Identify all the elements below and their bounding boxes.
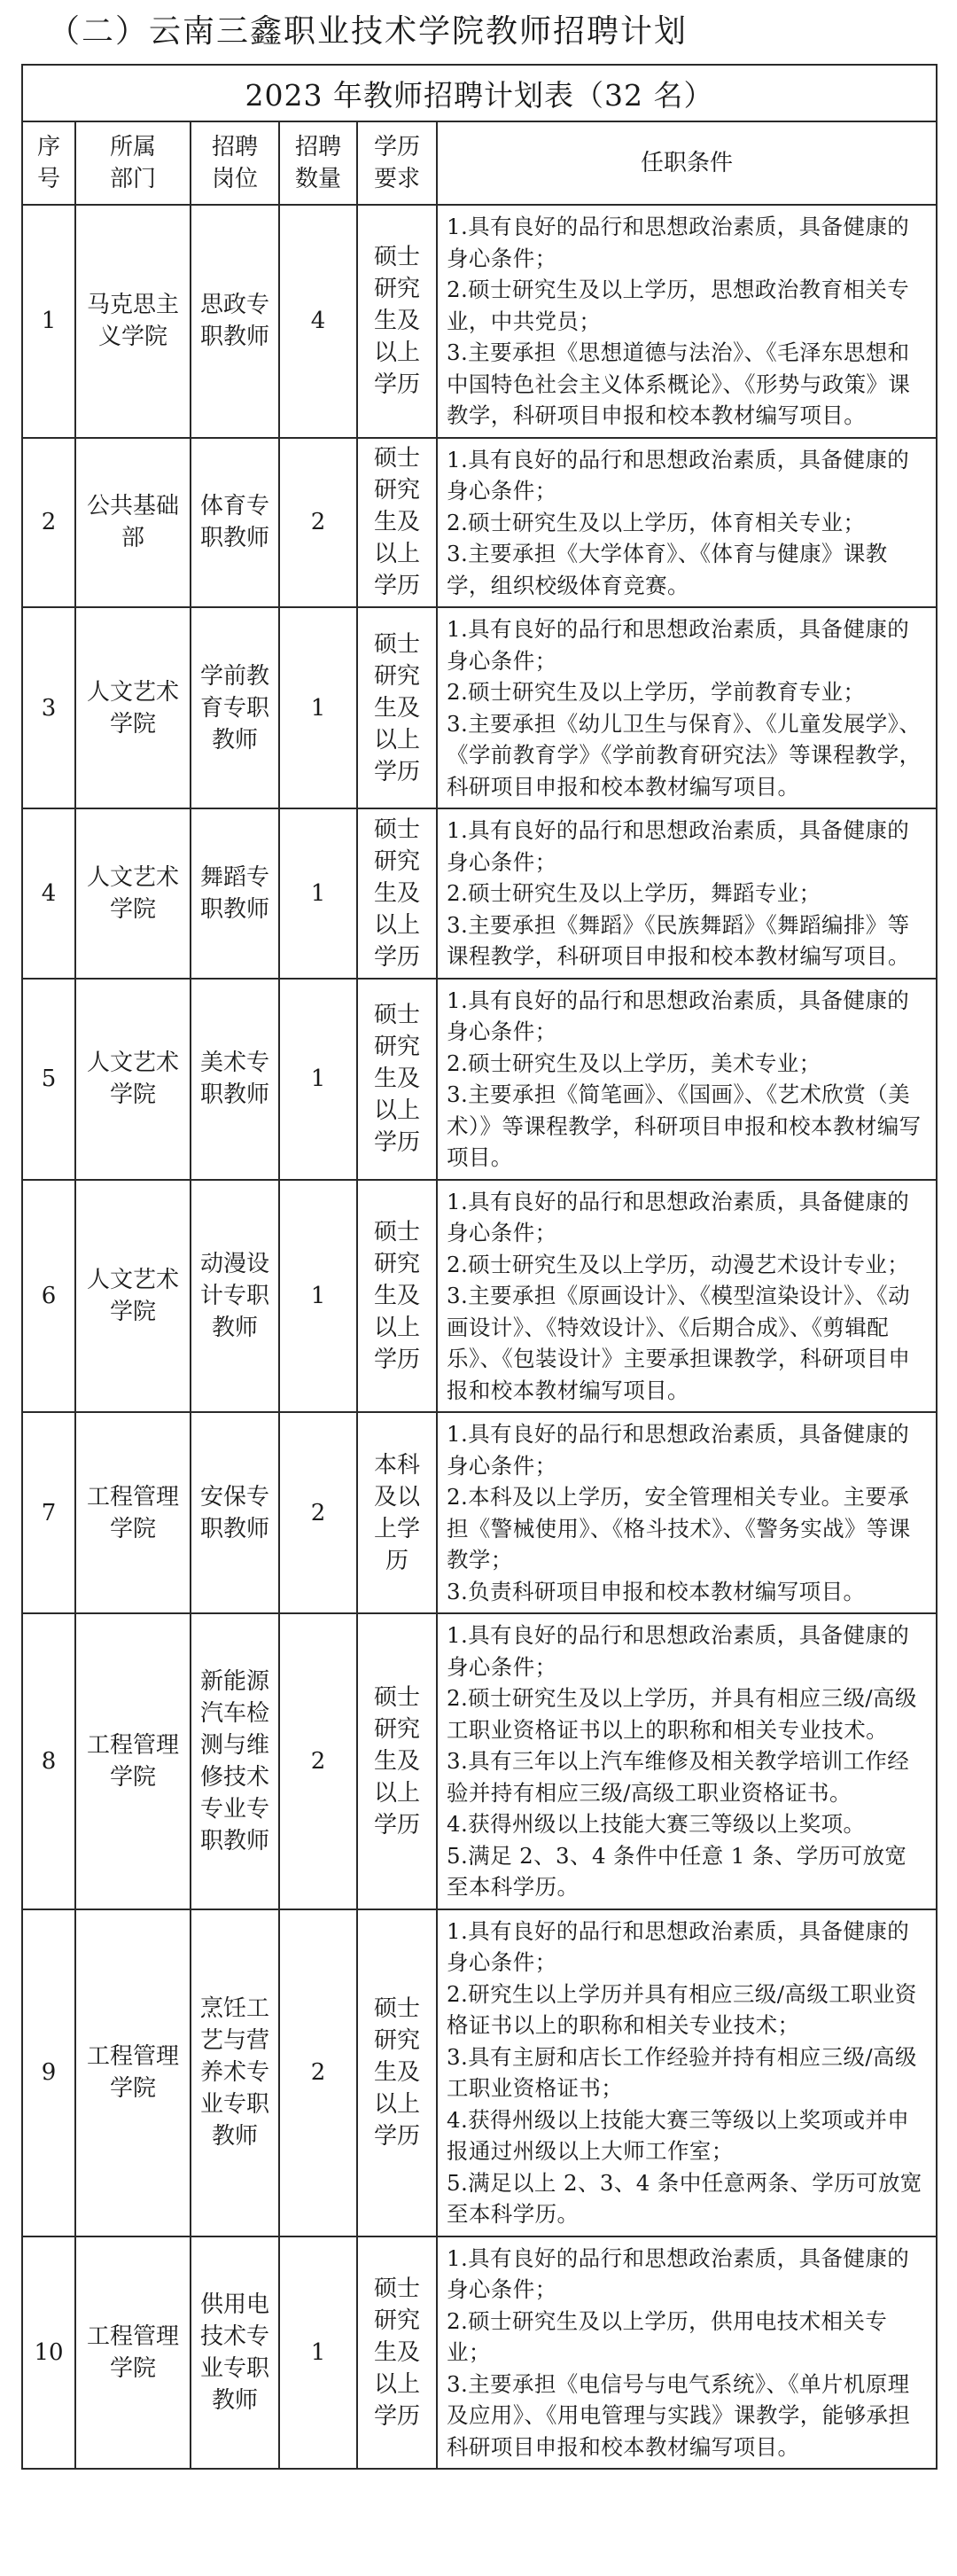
position-cell: 动漫设计专职教师 — [191, 1180, 279, 1413]
education-cell: 硕士研究生及以上学历 — [357, 1180, 437, 1413]
row-number: 2 — [22, 438, 75, 608]
requirement-item: 3.主要承担《舞蹈》《民族舞蹈》《舞蹈编排》等课程教学，科研项目申报和校本教材编写项目。 — [447, 911, 910, 969]
table-header-row — [22, 121, 937, 205]
requirement-item: 2.硕士研究生及以上学历，并具有相应三级/高级工职业资格证书以上的职称和相关专业技术。 — [447, 1685, 917, 1743]
requirement-item: 1.具有良好的品行和思想政治素质，具备健康的身心条件； — [447, 987, 910, 1044]
table-row — [22, 1412, 937, 1613]
requirements-cell — [437, 1180, 937, 1413]
requirement-item: 3.主要承担《思想道德与法治》、《毛泽东思想和中国特色社会主义体系概论》、《形势与政策》课教学，科研项目申报和校本教材编写项目。 — [447, 340, 911, 428]
row-number: 1 — [22, 205, 75, 438]
table-row — [22, 2236, 937, 2470]
requirement-item: 1.具有良好的品行和思想政治素质，具备健康的身心条件； — [447, 2244, 910, 2302]
quantity-cell: 1 — [279, 1180, 357, 1413]
requirement-item: 1.具有良好的品行和思想政治素质，具备健康的身心条件； — [447, 1188, 910, 1245]
requirement-item: 3.具有三年以上汽车维修及相关教学培训工作经验并持有相应三级/高级工职业资格证书。 — [447, 1748, 910, 1806]
requirements-cell — [437, 808, 937, 979]
education-cell: 硕士研究生及以上学历 — [357, 808, 437, 979]
requirement-item: 3.主要承担《大学体育》、《体育与健康》课教学，组织校级体育竞赛。 — [447, 541, 888, 598]
requirement-item: 2.硕士研究生及以上学历，思想政治教育相关专业，中共党员； — [447, 277, 910, 334]
department-cell: 工程管理学院 — [75, 1613, 191, 1909]
requirement-item: 2.本科及以上学历，安全管理相关专业。主要承担《警械使用》、《格斗技术》、《警务实战》等课教学； — [447, 1484, 911, 1573]
education-cell: 硕士研究生及以上学历 — [357, 1909, 437, 2236]
position-cell: 新能源汽车检测与维修技术专业专职教师 — [191, 1613, 279, 1909]
quantity-cell: 4 — [279, 205, 357, 438]
requirement-item: 1.具有良好的品行和思想政治素质，具备健康的身心条件； — [447, 446, 910, 503]
requirements-cell — [437, 2236, 937, 2470]
department-cell: 人文艺术学院 — [75, 607, 191, 808]
requirement-item: 2.硕士研究生及以上学历，舞蹈专业； — [447, 880, 821, 906]
table-caption: 2023 年教师招聘计划表（32 名） — [22, 65, 937, 121]
education-cell: 硕士研究生及以上学历 — [357, 979, 437, 1180]
row-number: 6 — [22, 1180, 75, 1413]
department-cell: 马克思主义学院 — [75, 205, 191, 438]
table-row — [22, 205, 937, 438]
position-cell: 体育专职教师 — [191, 438, 279, 608]
education-cell: 本科及以上学历 — [357, 1412, 437, 1613]
header-position: 招聘岗位 — [191, 121, 279, 205]
requirements-cell — [437, 607, 937, 808]
requirement-item: 4.获得州级以上技能大赛三等级以上奖项或并申报通过州级以上大师工作室； — [447, 2106, 910, 2164]
education-cell: 硕士研究生及以上学历 — [357, 2236, 437, 2470]
requirements-cell — [437, 438, 937, 608]
requirement-item: 1.具有良好的品行和思想政治素质，具备健康的身心条件； — [447, 214, 910, 271]
requirement-item: 1.具有良好的品行和思想政治素质，具备健康的身心条件； — [447, 817, 910, 875]
department-cell: 工程管理学院 — [75, 2236, 191, 2470]
education-cell: 硕士研究生及以上学历 — [357, 1613, 437, 1909]
table-row — [22, 1909, 937, 2236]
quantity-cell: 1 — [279, 2236, 357, 2470]
recruitment-plan-table — [21, 64, 938, 2470]
requirements-cell — [437, 1613, 937, 1909]
row-number: 8 — [22, 1613, 75, 1909]
quantity-cell: 2 — [279, 438, 357, 608]
position-cell: 安保专职教师 — [191, 1412, 279, 1613]
requirement-item: 3.具有主厨和店长工作经验并持有相应三级/高级工职业资格证书； — [447, 2043, 917, 2101]
department-cell: 公共基础部 — [75, 438, 191, 608]
requirement-item: 2.硕士研究生及以上学历，美术专业； — [447, 1050, 821, 1076]
row-number: 3 — [22, 607, 75, 808]
position-cell: 美术专职教师 — [191, 979, 279, 1180]
requirement-item: 1.具有良好的品行和思想政治素质，具备健康的身心条件； — [447, 616, 910, 674]
header-education: 学历要求 — [357, 121, 437, 205]
department-cell: 工程管理学院 — [75, 1909, 191, 2236]
requirement-item: 2.研究生以上学历并具有相应三级/高级工职业资格证书以上的职称和相关专业技术； — [447, 1980, 917, 2038]
requirement-item: 3.负责科研项目申报和校本教材编写项目。 — [447, 1578, 866, 1604]
section-title: （二）云南三鑫职业技术学院教师招聘计划 — [48, 13, 689, 50]
row-number: 5 — [22, 979, 75, 1180]
requirement-item: 5.满足以上 2、3、4 条中任意两条、学历可放宽至本科学历。 — [447, 2169, 922, 2227]
quantity-cell: 1 — [279, 607, 357, 808]
requirement-item: 3.主要承担《简笔画》、《国画》、《艺术欣赏（美术）》等课程教学，科研项目申报和校本教材编写项目。 — [447, 1081, 922, 1170]
requirement-item: 3.主要承担《幼儿卫生与保育》、《儿童发展学》、《学前教育学》《学前教育研究法》等课程教学，科研项目申报和校本教材编写项目。 — [447, 710, 922, 800]
department-cell: 人文艺术学院 — [75, 1180, 191, 1413]
requirement-item: 2.硕士研究生及以上学历，动漫艺术设计专业； — [447, 1251, 910, 1277]
requirement-item: 3.主要承担《电信号与电气系统》、《单片机原理及应用》、《用电管理与实践》课教学，能够承担科研项目申报和校本教材编写项目。 — [447, 2370, 911, 2460]
row-number: 9 — [22, 1909, 75, 2236]
requirements-cell — [437, 979, 937, 1180]
requirements-cell — [437, 1909, 937, 2236]
requirements-cell — [437, 205, 937, 438]
table-row — [22, 979, 937, 1180]
requirement-item: 1.具有良好的品行和思想政治素质，具备健康的身心条件； — [447, 1917, 910, 1975]
header-no: 序号 — [22, 121, 75, 205]
requirement-item: 2.硕士研究生及以上学历，供用电技术相关专业； — [447, 2307, 888, 2365]
requirement-item: 2.硕士研究生及以上学历，体育相关专业； — [447, 509, 866, 535]
requirement-item: 2.硕士研究生及以上学历，学前教育专业； — [447, 679, 866, 705]
table-row — [22, 1180, 937, 1413]
table-row — [22, 438, 937, 608]
requirement-item: 3.主要承担《原画设计》、《模型渲染设计》、《动画设计》、《特效设计》、《后期合成》、《剪辑配乐》、《包装设计》主要承担课教学，科研项目申报和校本教材编写项目。 — [447, 1283, 911, 1403]
quantity-cell: 2 — [279, 1412, 357, 1613]
requirement-item: 5.满足 2、3、4 条件中任意 1 条、学历可放宽至本科学历。 — [447, 1842, 907, 1900]
table-row — [22, 808, 937, 979]
quantity-cell: 2 — [279, 1613, 357, 1909]
table-row — [22, 607, 937, 808]
education-cell: 硕士研究生及以上学历 — [357, 205, 437, 438]
requirement-item: 4.获得州级以上技能大赛三等级以上奖项。 — [447, 1811, 866, 1837]
education-cell: 硕士研究生及以上学历 — [357, 607, 437, 808]
position-cell: 烹饪工艺与营养术专业专职教师 — [191, 1909, 279, 2236]
header-quantity: 招聘数量 — [279, 121, 357, 205]
table-row — [22, 1613, 937, 1909]
requirement-item: 1.具有良好的品行和思想政治素质，具备健康的身心条件； — [447, 1622, 910, 1680]
quantity-cell: 1 — [279, 979, 357, 1180]
education-cell: 硕士研究生及以上学历 — [357, 438, 437, 608]
requirements-cell — [437, 1412, 937, 1613]
quantity-cell: 2 — [279, 1909, 357, 2236]
requirement-item: 1.具有良好的品行和思想政治素质，具备健康的身心条件； — [447, 1421, 910, 1479]
row-number: 10 — [22, 2236, 75, 2470]
position-cell: 供用电技术专业专职教师 — [191, 2236, 279, 2470]
position-cell: 思政专职教师 — [191, 205, 279, 438]
department-cell: 人文艺术学院 — [75, 979, 191, 1180]
header-department: 所属部门 — [75, 121, 191, 205]
header-requirements: 任职条件 — [437, 121, 937, 205]
department-cell: 人文艺术学院 — [75, 808, 191, 979]
row-number: 4 — [22, 808, 75, 979]
quantity-cell: 1 — [279, 808, 357, 979]
department-cell: 工程管理学院 — [75, 1412, 191, 1613]
row-number: 7 — [22, 1412, 75, 1613]
position-cell: 学前教育专职教师 — [191, 607, 279, 808]
position-cell: 舞蹈专职教师 — [191, 808, 279, 979]
